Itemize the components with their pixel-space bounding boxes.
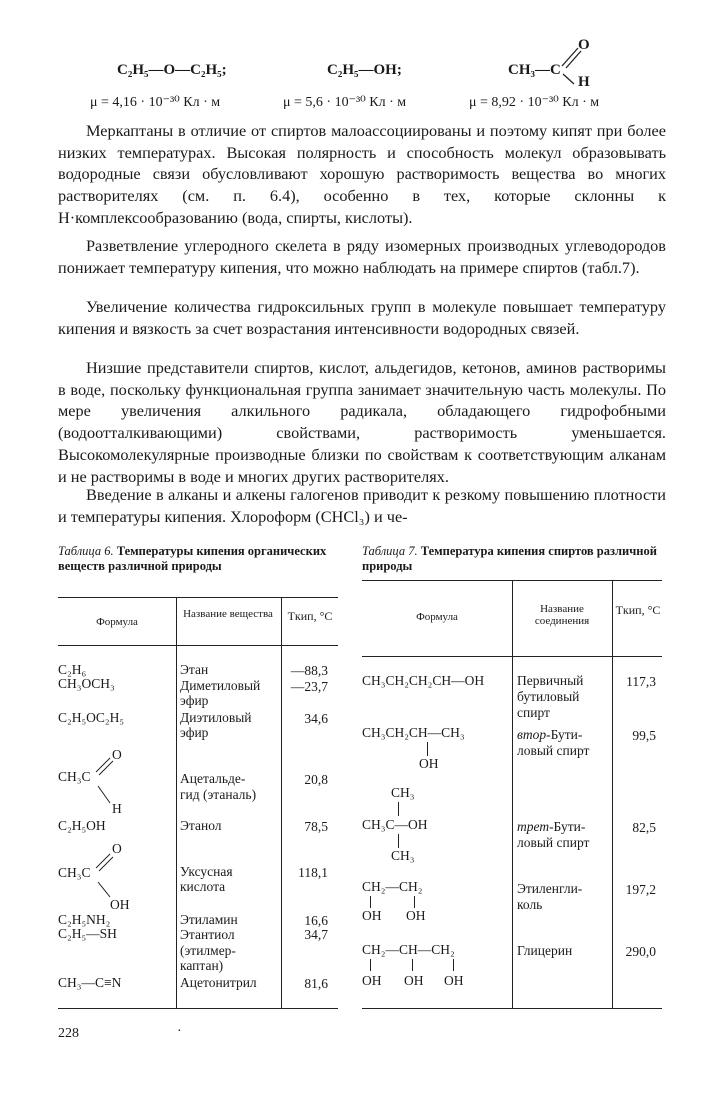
- t7-tert-ch3-top: CH₃: [391, 785, 415, 800]
- table6-bottom-rule: [58, 1008, 338, 1009]
- dipole-1: μ = 4,16 · 10⁻³⁰ Кл · м: [90, 95, 221, 110]
- paragraph-5: Введение в алканы и алкены галогенов приводит к резкому повышению плотности и температуры кипения. Хлороформ (CHCl₃) и че-: [58, 485, 666, 526]
- t6-name-ethane: Этан: [180, 662, 209, 677]
- t7-temp-2: 99,5: [632, 728, 656, 743]
- t6-formula-dme: CH₃OCH₃: [58, 676, 115, 691]
- t7-name-2b: ловый спирт: [517, 743, 590, 758]
- t7-glycol-chain: CH₂—CH₂: [362, 879, 423, 894]
- t6-name-thiol-1: Этантиол: [180, 927, 235, 942]
- t6-formula-ethylamine: C₂H₅NH₂: [58, 912, 111, 927]
- t6-acid-oh: OH: [110, 897, 130, 912]
- t6-acid-o: O: [112, 841, 122, 856]
- t6-temp-ethylamine: 16,6: [304, 913, 328, 928]
- paragraph-2: Разветвление углеродного скелета в ряду изомерных производных углеводородов понижает температуру кипения, что можно наблюдать на примере спиртов (табл.7).: [58, 236, 666, 277]
- table7-caption: [362, 544, 662, 573]
- t6-formula-ethane: C₂H₆: [58, 662, 87, 677]
- acetaldehyde-h: H: [578, 74, 590, 90]
- table7-head-temp: Tкип, °C: [615, 603, 661, 617]
- t7-name-1b: бутиловый: [517, 689, 580, 704]
- t6-ald-ch3c: CH₃C: [58, 769, 91, 784]
- t6-acid-ch3c: CH₃C: [58, 865, 91, 880]
- table6-head-temp: Tкип, °C: [287, 609, 333, 623]
- t7-name-5: Глицерин: [517, 943, 573, 958]
- t7-glycol-oh-1: OH: [362, 908, 382, 923]
- t6-temp-dme: —23,7: [290, 679, 328, 694]
- t6-temp-ethanol: 78,5: [304, 819, 328, 834]
- table6-head-rule: [58, 645, 338, 646]
- t7-sec-chain: CH₃CH₂CH—CH₃: [362, 725, 465, 740]
- t7-formula-butanol: CH₃CH₂CH₂CH—OH: [362, 673, 485, 688]
- table7-caption-text: Температура кипения спиртов различной природы: [362, 544, 657, 573]
- table6-head-name: Название вещества: [183, 608, 273, 620]
- t7-name-3a: [517, 820, 585, 835]
- t7-tert-chain: CH₃C—OH: [362, 817, 428, 832]
- t6-name-ald-2: гид (этаналь): [180, 787, 257, 802]
- t6-formula-acetaldehyde: [58, 748, 138, 820]
- t6-formula-acetic-acid: [58, 842, 148, 914]
- formula-ethanol: C₂H₅—OH;: [327, 62, 402, 78]
- t6-name-thiol-2: (этилмер-: [180, 943, 236, 958]
- t7-glycerol-oh-3: OH: [444, 973, 464, 988]
- page-number: 228: [58, 1026, 79, 1041]
- table7-caption-num: Таблица 7.: [362, 544, 418, 558]
- table6-col-divider-1: [176, 597, 177, 1008]
- t7-glycerol-oh-2: OH: [404, 973, 424, 988]
- table7-head-name: Название соединения: [534, 603, 590, 627]
- t6-name-dee-1: Диэтиловый: [180, 710, 252, 725]
- t7-name-3b: ловый спирт: [517, 835, 590, 850]
- t6-name-dme-2: эфир: [180, 693, 209, 708]
- t7-name-1c: спирт: [517, 705, 550, 720]
- t7-temp-3: 82,5: [632, 820, 656, 835]
- stray-dot: ·: [177, 1024, 182, 1039]
- t7-glycol-oh-2: OH: [406, 908, 426, 923]
- formula-diethyl-ether: C₂H₅—O—C₂H₅;: [117, 62, 227, 78]
- formula-acetaldehyde: [508, 36, 590, 90]
- t7-formula-glycerol: [362, 943, 512, 991]
- paragraph-3: Увеличение количества гидроксильных групп в молекуле повышает температуру кипения и вязкость за счет возрастания интенсивности водородных связей.: [58, 297, 666, 338]
- t6-formula-ethanethiol: C₂H₅—SH: [58, 926, 117, 941]
- t6-temp-ald: 20,8: [304, 772, 328, 787]
- t6-name-acid-2: кислота: [180, 879, 226, 894]
- dipole-3: μ = 8,92 · 10⁻³⁰ Кл · м: [469, 95, 600, 110]
- t7-name-2a: [517, 728, 582, 743]
- t7-name-1a: Первичный: [517, 673, 584, 688]
- t6-formula-ethanol: C₂H₅OH: [58, 818, 106, 833]
- table7-bottom-rule: [362, 1008, 662, 1009]
- t6-temp-acn: 81,6: [304, 976, 328, 991]
- table7-col-divider-1: [512, 580, 513, 1008]
- t6-formula-acetonitrile: CH₃—C≡N: [58, 975, 122, 990]
- t7-temp-5: 290,0: [625, 944, 656, 959]
- t7-formula-sec-butanol: [362, 726, 512, 774]
- t7-temp-4: 197,2: [625, 882, 656, 897]
- dipole-2: μ = 5,6 · 10⁻³⁰ Кл · м: [283, 95, 407, 110]
- t6-name-ethanol: Этанол: [180, 818, 222, 833]
- t6-name-acetonitrile: Ацетонитрил: [180, 975, 257, 990]
- t7-formula-tert-butanol: [362, 786, 512, 866]
- acetaldehyde-o: O: [578, 37, 590, 53]
- table7-head-formula: Формула: [416, 611, 458, 623]
- t7-glycerol-chain: CH₂—CH—CH₂: [362, 942, 455, 957]
- t6-name-acid-1: Уксусная: [180, 864, 233, 879]
- t7-name-2-prefix: втор: [517, 727, 547, 742]
- t7-glycerol-oh-1: OH: [362, 973, 382, 988]
- t6-temp-dee: 34,6: [304, 711, 328, 726]
- t6-name-dme-1: Диметиловый: [180, 678, 261, 693]
- t6-temp-ethane: —88,3: [290, 663, 328, 678]
- t6-name-thiol-3: каптан): [180, 958, 224, 973]
- t7-tert-ch3-bottom: CH₃: [391, 848, 415, 863]
- t7-sec-oh: OH: [419, 756, 439, 771]
- t6-name-ethylamine: Этиламин: [180, 912, 238, 927]
- paragraph-4: Низшие представители спиртов, кислот, альдегидов, кетонов, аминов растворимы в воде, поскольку функциональная группа занимает значительную часть молекулы. По мере увеличения алкильного радикала, обладающего гидрофобными (водоотталкивающими) свойствами, растворимость уменьшается. Высокомолекулярные производные близки по свойствам к соответствующим алканам и не растворимы в воде и многих других растворителях.: [58, 358, 666, 486]
- t7-name-3-rest: -Бути-: [549, 819, 586, 834]
- table6-top-rule: [58, 597, 338, 598]
- table6-caption: [58, 544, 340, 573]
- t7-formula-glycol: [362, 880, 512, 928]
- t6-formula-dee: C₂H₅OC₂H₅: [58, 710, 125, 725]
- t7-name-4b: коль: [517, 897, 543, 912]
- table6-col-divider-2: [281, 597, 282, 1008]
- t6-name-ald-1: Ацетальде-: [180, 771, 246, 786]
- t6-ald-h: H: [112, 801, 122, 816]
- acetaldehyde-left: CH₃—C: [508, 62, 561, 78]
- t7-name-2-rest: -Бути-: [546, 727, 583, 742]
- t6-name-dee-2: эфир: [180, 725, 209, 740]
- t7-temp-1: 117,3: [626, 674, 656, 689]
- t6-ald-o: O: [112, 747, 122, 762]
- t6-ald-bonds: [88, 748, 128, 820]
- t7-name-4a: Этиленгли-: [517, 881, 583, 896]
- table6-head-formula: Формула: [96, 616, 138, 628]
- table6-caption-num: Таблица 6.: [58, 544, 114, 558]
- paragraph-1: Меркаптаны в отличие от спиртов малоассоциированы и поэтому кипят при более низких температурах. Высокая полярность и способность молекул образовывать водородные связи обусловливают хорошую растворимость вещества во многих растворителях (см. п. 6.4), особенно в тех, которые склонны к Н·комплексообразованию (вода, спирты, кислоты).: [58, 121, 666, 227]
- t7-name-3-prefix: трет: [517, 819, 550, 834]
- t6-temp-acid: 118,1: [298, 865, 328, 880]
- table6-caption-text: Температуры кипения органических веществ различной природы: [58, 544, 327, 573]
- t6-temp-thiol: 34,7: [304, 927, 328, 942]
